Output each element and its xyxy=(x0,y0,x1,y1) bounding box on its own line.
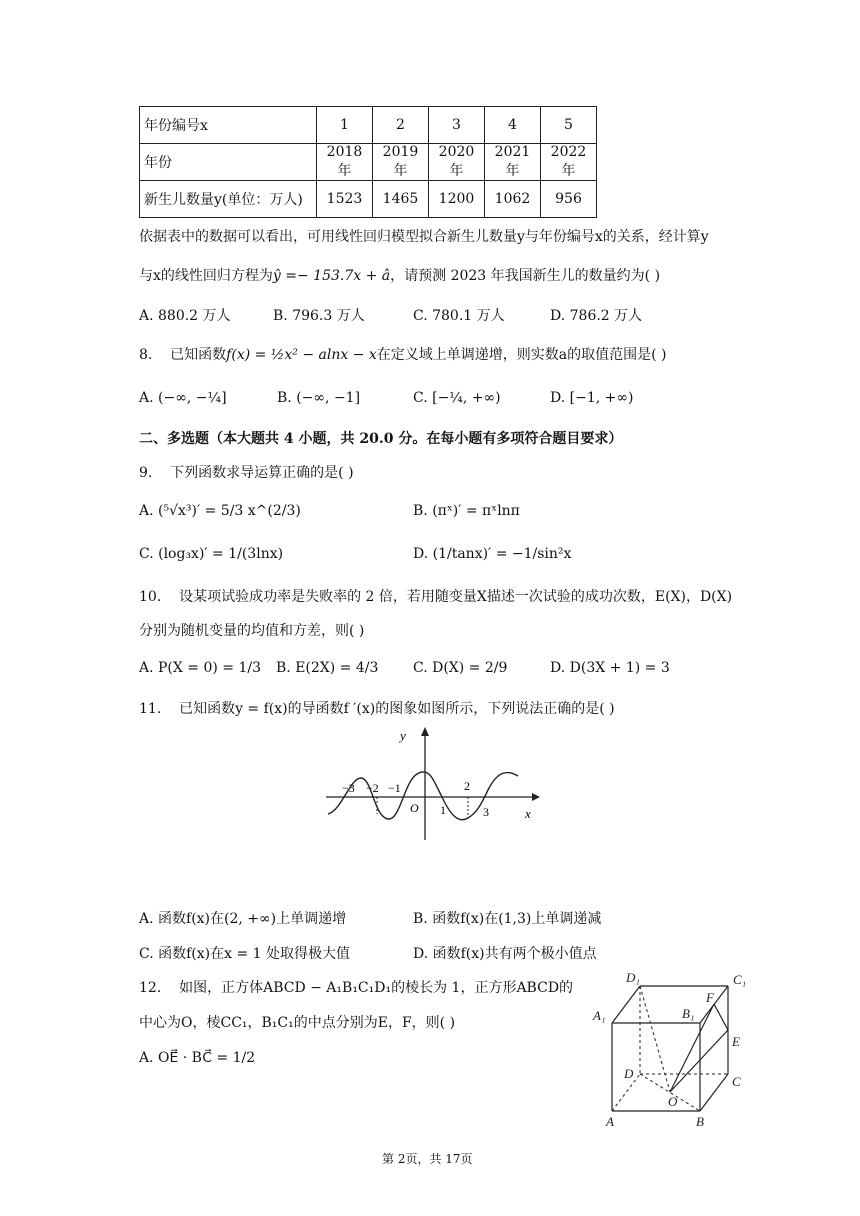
q11-option-d: D. 函数f(x)共有两个极小值点 xyxy=(413,946,597,962)
q7-equation: ŷ =− 153.7x + â xyxy=(272,268,391,284)
tick-label-minus3: −3 xyxy=(342,781,355,795)
table-row-label: 年份 xyxy=(140,144,317,181)
derivative-curve xyxy=(328,772,518,820)
q11-text: 已知函数y = f(x)的导函数f ′(x)的图象如图所示，下列说法正确的是( ) xyxy=(179,701,615,717)
table-cell: 2018 年 xyxy=(317,144,373,181)
q7-option-a: A. 880.2 万人 xyxy=(139,308,231,324)
label-c: C xyxy=(732,1074,741,1089)
q9-stem xyxy=(139,462,354,482)
table-cell: 3 xyxy=(429,107,485,144)
q8-text-a: 已知函数 xyxy=(170,347,227,363)
label-c1: C₁ xyxy=(733,972,747,987)
cube-figure xyxy=(590,968,760,1136)
q10-line2: 分别为随机变量的均值和方差，则( ) xyxy=(139,623,365,639)
table-row-label: 年份编号x xyxy=(140,107,317,144)
label-b: B xyxy=(696,1114,704,1129)
label-e: E xyxy=(732,1034,740,1049)
q11-option-b: B. 函数f(x)在(1,3)上单调递减 xyxy=(413,911,602,927)
edge-b-c xyxy=(700,1074,728,1111)
q12-line1 xyxy=(139,977,573,997)
q9-option-a: A. (⁵√x³)′ = 5/3 x^(2/3) xyxy=(139,503,301,519)
origin-label: O xyxy=(410,801,419,815)
label-f: F xyxy=(706,990,714,1005)
q9-text: 下列函数求导运算正确的是( ) xyxy=(170,465,354,481)
table-cell: 1465 xyxy=(373,181,429,218)
q7-line2-a: 与x的线性回归方程为 xyxy=(139,268,273,284)
page-footer: 第 2页，共 17页 xyxy=(382,1152,473,1166)
table-row-label: 新生儿数量y(单位：万人) xyxy=(140,181,317,218)
label-b1: B₁ xyxy=(682,1006,695,1021)
q7-option-b: B. 796.3 万人 xyxy=(273,308,365,324)
q10-option-b: B. E(2X) = 4/3 xyxy=(276,660,379,676)
label-a1: A₁ xyxy=(593,1008,606,1023)
q8-stem xyxy=(139,344,667,364)
q11-stem xyxy=(139,698,615,718)
section-2-heading: 二、多选题（本大题共 4 小题，共 20.0 分。在每小题有多项符合题目要求） xyxy=(139,431,623,447)
tick-label-minus2: −2 xyxy=(366,781,379,795)
q10-number: 10. xyxy=(139,589,162,605)
q9-number: 9. xyxy=(139,465,153,481)
q10-option-c: C. D(X) = 2/9 xyxy=(413,660,508,676)
table-cell: 4 xyxy=(485,107,541,144)
table-cell: 1 xyxy=(317,107,373,144)
table-cell: 1523 xyxy=(317,181,373,218)
q11-option-c: C. 函数f(x)在x = 1 处取得极大值 xyxy=(139,946,350,962)
label-o: O xyxy=(668,1094,678,1109)
x-axis-arrow-icon xyxy=(532,793,540,801)
edge-a1-d1 xyxy=(612,986,640,1023)
q11-number: 11. xyxy=(139,701,162,717)
table-cell: 5 xyxy=(541,107,597,144)
q12-text: 如图，正方体ABCD − A₁B₁C₁D₁的棱长为 1，正方形ABCD的 xyxy=(179,980,574,996)
q8-option-d: D. [−1, +∞) xyxy=(550,390,634,406)
derivative-graph xyxy=(322,722,542,842)
q12-line2: 中心为O，棱CC₁，B₁C₁的中点分别为E，F，则( ) xyxy=(139,1015,456,1031)
q7-option-c: C. 780.1 万人 xyxy=(413,308,505,324)
table-cell: 2 xyxy=(373,107,429,144)
table-row xyxy=(140,181,597,218)
table-row xyxy=(140,144,597,181)
q8-option-a: A. (−∞, −¼] xyxy=(139,390,227,406)
q8-option-c: C. [−¼, +∞) xyxy=(413,390,501,406)
q7-line2 xyxy=(139,265,660,285)
q10-option-d: D. D(3X + 1) = 3 xyxy=(550,660,670,676)
q8-expr: f(x) = ½x² − alnx − x xyxy=(226,347,377,363)
q8-number: 8. xyxy=(139,347,153,363)
y-axis-arrow-icon xyxy=(421,727,429,736)
segment-d1-o xyxy=(640,986,670,1092)
q10-line1 xyxy=(139,586,732,606)
table-cell: 956 xyxy=(541,181,597,218)
q7-line2-b: ，请预测 2023 年我国新生儿的数量约为( ) xyxy=(390,268,661,284)
label-d: D xyxy=(624,1066,634,1081)
tick-label-1: 1 xyxy=(440,803,446,817)
q9-option-c: C. (log₃x)′ = 1/(3lnx) xyxy=(139,546,284,562)
label-d1: D₁ xyxy=(626,970,640,985)
q10-option-a: A. P(X = 0) = 1/3 xyxy=(139,660,262,676)
segment-o-e xyxy=(670,1030,728,1092)
table-cell: 2022 年 xyxy=(541,144,597,181)
tick-label-3: 3 xyxy=(483,805,489,819)
table-cell: 2020 年 xyxy=(429,144,485,181)
table-row xyxy=(140,107,597,144)
q9-option-b: B. (πˣ)′ = πˣlnπ xyxy=(413,503,520,519)
q7-option-d: D. 786.2 万人 xyxy=(550,308,643,324)
table-cell: 1062 xyxy=(485,181,541,218)
tick-label-2: 2 xyxy=(464,779,470,793)
segment-f-e xyxy=(714,1004,728,1030)
y-axis-label: y xyxy=(400,728,406,743)
label-a: A xyxy=(606,1114,614,1129)
table-cell: 2019 年 xyxy=(373,144,429,181)
birth-data-table xyxy=(139,106,597,218)
q8-text-b: 在定义域上单调递增，则实数a的取值范围是( ) xyxy=(376,347,667,363)
x-axis-label: x xyxy=(525,806,531,821)
table-cell: 2021 年 xyxy=(485,144,541,181)
q9-option-d: D. (1/tanx)′ = −1/sin²x xyxy=(413,546,572,562)
q8-option-b: B. (−∞, −1] xyxy=(277,390,361,406)
tick-label-minus1: −1 xyxy=(388,781,401,795)
q11-option-a: A. 函数f(x)在(2, +∞)上单调递增 xyxy=(139,911,347,927)
q12-option-a: A. OE⃗ · BC⃗ = 1/2 xyxy=(139,1050,256,1066)
q7-line1: 依据表中的数据可以看出，可用线性回归模型拟合新生儿数量y与年份编号x的关系，经计算y xyxy=(139,229,709,245)
q10-text: 设某项试验成功率是失败率的 2 倍，若用随变量X描述一次试验的成功次数，E(X)，D(X) xyxy=(179,589,733,605)
table-cell: 1200 xyxy=(429,181,485,218)
q12-number: 12. xyxy=(139,980,162,996)
